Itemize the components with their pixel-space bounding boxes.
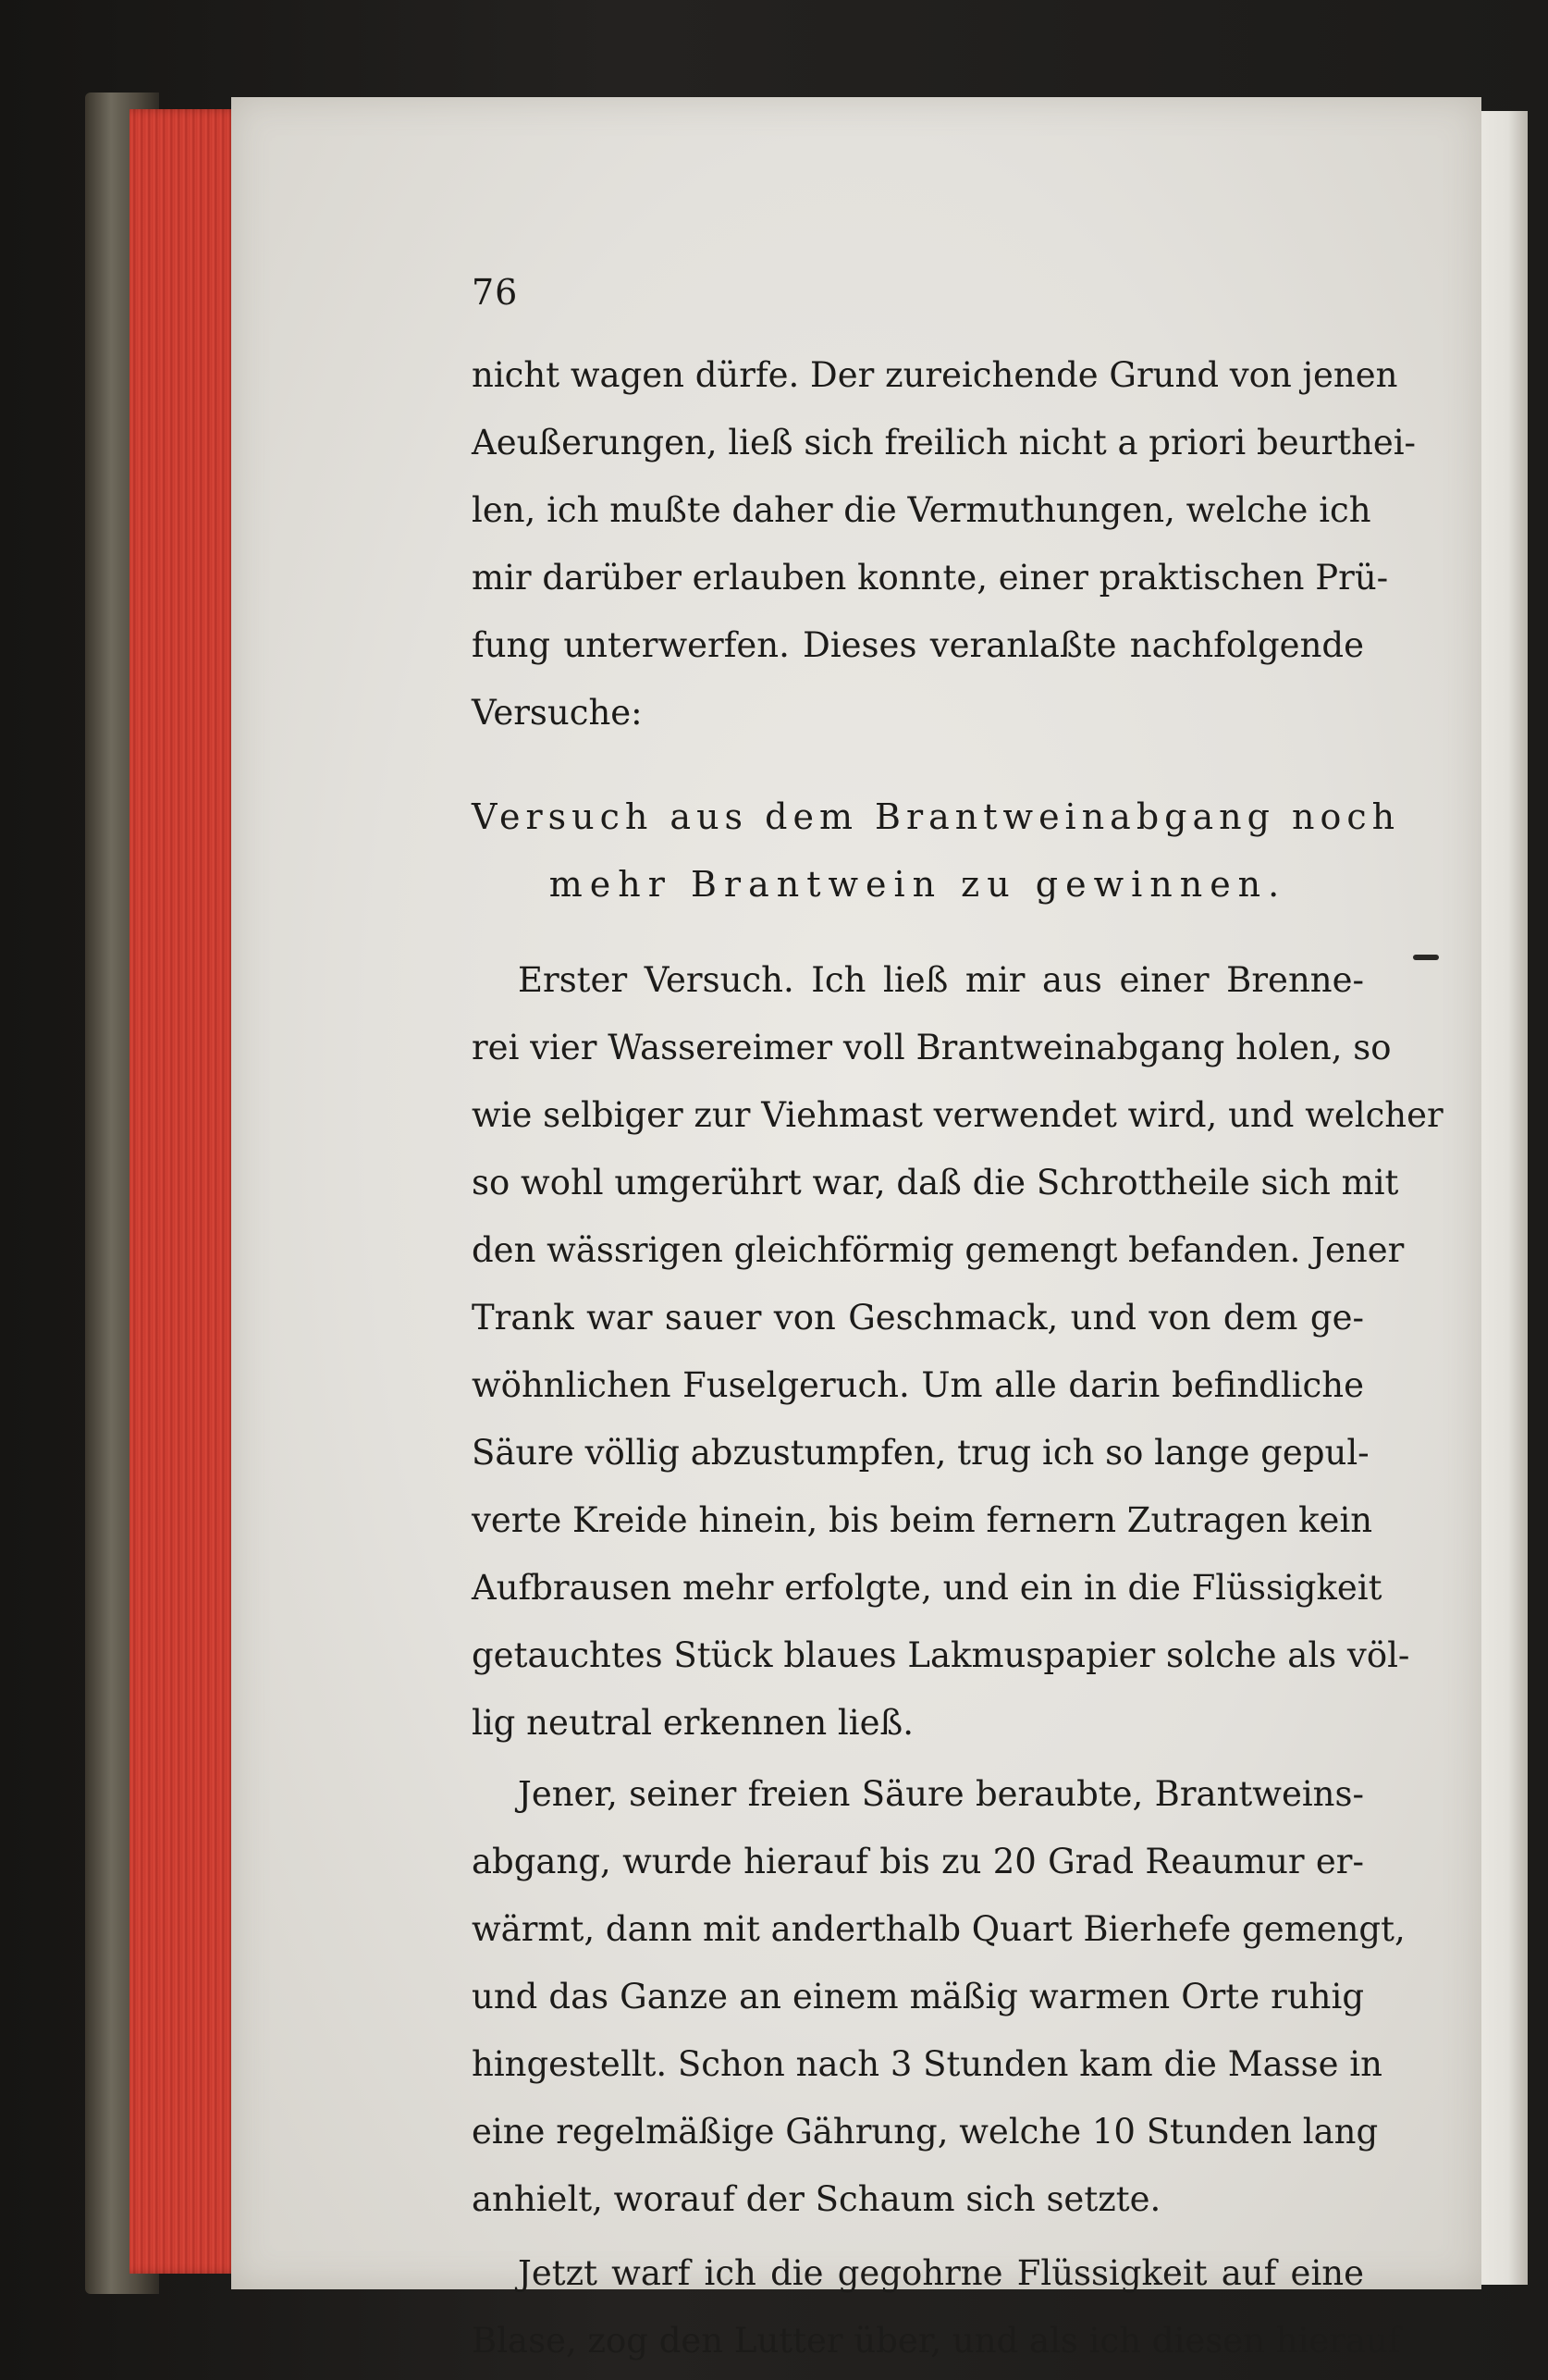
page-number: 76 <box>472 272 519 313</box>
text-line: wärmt, dann mit anderthalb Quart Bierhefe gemengt, <box>472 1909 1406 1949</box>
text-line: so wohl umgerührt war, daß die Schrottheile sich mit <box>472 1163 1399 1202</box>
text-line: fung unterwerfen. Dieses veranlaßte nachfolgende <box>472 625 1364 665</box>
text-line: abgang, wurde hierauf bis zu 20 Grad Reaumur er- <box>472 1842 1364 1881</box>
text-line: Säure völlig abzustumpfen, trug ich so lange gepul- <box>472 1433 1370 1473</box>
text-line: wöhnlichen Fuselgeruch. Um alle darin befindliche <box>472 1365 1364 1405</box>
text-line: verte Kreide hinein, bis beim fernern Zutragen kein <box>472 1500 1373 1540</box>
text-line: Aufbrausen mehr erfolgte, und ein in die Flüssigkeit <box>472 1568 1382 1608</box>
text-line: den wässrigen gleichförmig gemengt befanden. Jener <box>472 1230 1405 1270</box>
text-line: Jener, seiner freien Säure beraubte, Brantweins- <box>518 1774 1364 1814</box>
text-line: anhielt, worauf der Schaum sich setzte. <box>472 2179 1161 2219</box>
text-line: und das Ganze an einem mäßig warmen Orte ruhig <box>472 1977 1364 2016</box>
text-line: Jetzt warf ich die gegohrne Flüssigkeit auf eine <box>518 2253 1364 2293</box>
section-heading: mehr Brantwein zu gewinnen. <box>548 864 1287 905</box>
text-line: Versuche: <box>472 693 643 733</box>
text-line: Aeußerungen, ließ sich freilich nicht a priori beurthei- <box>472 423 1417 462</box>
text-line: eine regelmäßige Gährung, welche 10 Stunden lang <box>472 2112 1379 2152</box>
text-line: Trank war sauer von Geschmack, und von dem ge- <box>472 1298 1364 1338</box>
text-line: len, ich mußte daher die Vermuthungen, welche ich <box>472 490 1371 530</box>
text-line: getauchtes Stück blaues Lakmuspapier solche als völ- <box>472 1635 1410 1675</box>
text-line: wie selbiger zur Viehmast verwendet wird, und welcher <box>472 1095 1444 1135</box>
text-line: Erster Versuch. Ich ließ mir aus einer Brenne- <box>518 960 1364 1000</box>
text-line: Blase, zog den Lutter über, und als ich diesen hierauf <box>472 2321 1401 2361</box>
text-line: nicht wagen dürfe. Der zureichende Grund von jenen <box>472 355 1398 395</box>
red-page-edges <box>129 109 240 2274</box>
text-line: hingestellt. Schon nach 3 Stunden kam die Masse in <box>472 2044 1382 2084</box>
text-line: mir darüber erlauben konnte, einer praktischen Prü- <box>472 558 1389 598</box>
text-line: lig neutral erkennen ließ. <box>472 1703 914 1743</box>
margin-mark <box>1413 955 1439 960</box>
section-heading: Versuch aus dem Brantweinabgang noch <box>472 796 1401 837</box>
text-line: rei vier Wassereimer voll Brantweinabgang holen, so <box>472 1028 1392 1067</box>
